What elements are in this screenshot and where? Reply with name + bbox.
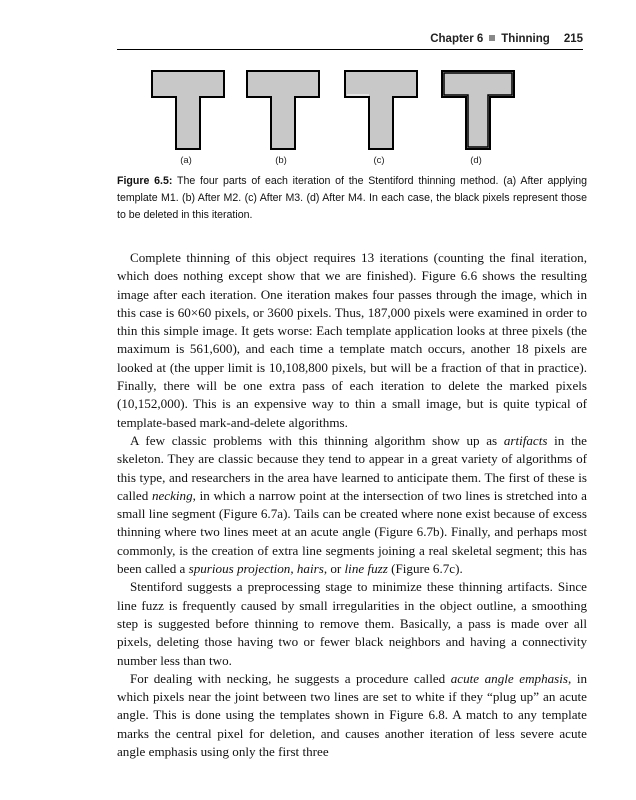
figure-panel-d-image bbox=[440, 69, 516, 151]
term-necking: necking bbox=[151, 487, 193, 503]
figure-panel-b-image bbox=[245, 69, 321, 151]
panel-label-c: (c) bbox=[373, 155, 385, 166]
term-acute-angle-emphasis: acute angle emphasis bbox=[450, 670, 568, 686]
term-line-fuzz: line fuzz bbox=[344, 561, 388, 577]
figure-caption-label: Figure 6.5: bbox=[117, 175, 173, 187]
figure-panel-a-image bbox=[150, 69, 226, 151]
panel-label-b: (b) bbox=[275, 155, 287, 166]
p4-text-b: , in which pixels near the joint between two lines are set to white if they “plug up” an acute angle. This is done using the templates shown in Figure 6.8. A match to any template marks the central pixel for deletion, and causes another iteration of less severe acute angle emphasis using only the first three bbox=[117, 670, 587, 760]
p2-text-e: (Figure 6.7c). bbox=[387, 561, 463, 577]
figure-caption-text: The four parts of each iteration of the Stentiford thinning method. (a) After applying template M1. (b) After M2. (c) After M3. (d) After M4. In each case, the black pixels represent those to be deleted in this iteration. bbox=[117, 175, 587, 221]
square-bullet-icon bbox=[489, 35, 495, 41]
p2-text-a: A few classic problems with this thinning algorithm show up as bbox=[130, 432, 504, 448]
term-artifacts: artifacts bbox=[503, 432, 548, 448]
body-text bbox=[117, 249, 587, 761]
p2-text-b: in the skeleton. They are classic because they tend to appear in a great variety of algorithms of this type, and researchers in the area have learned to anticipate them. The first of these is called bbox=[117, 432, 587, 503]
panel-label-a: (a) bbox=[180, 155, 192, 166]
p4-text-a: For dealing with necking, he suggests a procedure called bbox=[130, 670, 451, 686]
paragraph-2 bbox=[117, 432, 587, 578]
chapter-label: Chapter 6 bbox=[430, 33, 484, 45]
term-spurious-projection: spurious projection, hairs bbox=[188, 561, 324, 577]
figure-panel-c-image bbox=[343, 69, 419, 151]
chapter-title: Thinning bbox=[501, 33, 550, 45]
p2-text-c: , in which a narrow point at the intersection of two lines is stretched into a small line segment (Figure 6.7a). Tails can be created where none exist because of excess thinning where two lines meet at an acute angle (Figure 6.7b). Finally, and perhaps most commonly, is the creation of extra line segments joining a real skeletal segment; this has been called a bbox=[117, 487, 587, 577]
paragraph-1: Complete thinning of this object requires 13 iterations (counting the final iteration, which does nothing except show that we are finished). Figure 6.6 shows the resulting image after each iteration. One iteration makes four passes through the image, which in this case is 60×60 pixels, or 3600 pixels. Thus, 187,000 pixels were examined in order to thin this simple image. It gets worse: Each template application looks at three pixels (the maximum is 561,600), and each time a template match occurs, another 18 pixels are looked at (the upper limit is 10,108,800 pixels, but will be a fraction of that in practice). Finally, there will be one extra pass of each iteration to delete the marked pixels (10,152,000). This is an expensive way to thin a small image, but is quite typical of template-based mark-and-delete algorithms. bbox=[117, 250, 587, 430]
figure-caption bbox=[117, 173, 587, 224]
p2-text-d: , or bbox=[323, 561, 345, 577]
paragraph-3: Stentiford suggests a preprocessing stage to minimize these thinning artifacts. Since line fuzz is frequently caused by small irregularities in the object outline, a smoothing step is suggested before thinning to remove them. Basically, a pass is made over all pixels, deleting those having two or fewer black neighbors and having a connectivity number less than two. bbox=[117, 579, 587, 668]
running-header bbox=[117, 32, 583, 46]
panel-label-d: (d) bbox=[470, 155, 482, 166]
header-rule bbox=[117, 49, 583, 50]
page-number: 215 bbox=[563, 33, 583, 45]
paragraph-4 bbox=[117, 670, 587, 761]
